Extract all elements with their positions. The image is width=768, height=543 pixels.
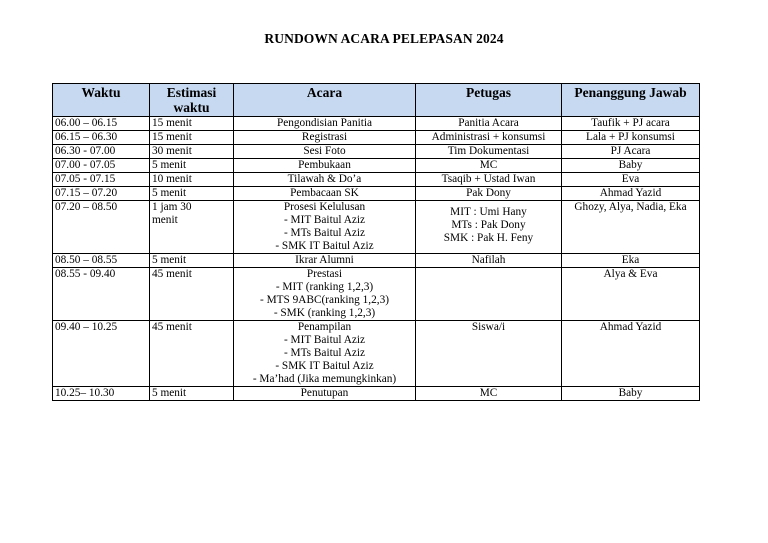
cell-waktu: 09.40 – 10.25 xyxy=(53,321,150,387)
cell-pj: Ghozy, Alya, Nadia, Eka xyxy=(562,201,700,254)
table-row xyxy=(53,187,700,201)
cell-waktu: 07.20 – 08.50 xyxy=(53,201,150,254)
table-row xyxy=(53,159,700,173)
cell-acara: Penutupan xyxy=(234,387,416,401)
cell-estimasi: 10 menit xyxy=(150,173,234,187)
document-title: RUNDOWN ACARA PELEPASAN 2024 xyxy=(264,31,504,46)
cell-estimasi: 5 menit xyxy=(150,387,234,401)
cell-waktu: 06.15 – 06.30 xyxy=(53,131,150,145)
cell-petugas xyxy=(416,268,562,321)
cell-pj: Baby xyxy=(562,159,700,173)
cell-petugas: Tim Dokumentasi xyxy=(416,145,562,159)
cell-petugas: Panitia Acara xyxy=(416,117,562,131)
cell-pj: Taufik + PJ acara xyxy=(562,117,700,131)
cell-waktu: 10.25– 10.30 xyxy=(53,387,150,401)
rundown-table xyxy=(52,83,700,401)
cell-acara: Prosesi Kelulusan - MIT Baitul Aziz - MTs Baitul Aziz - SMK IT Baitul Aziz xyxy=(234,201,416,254)
table-row xyxy=(53,173,700,187)
header-row xyxy=(53,84,700,117)
cell-petugas: MIT : Umi Hany MTs : Pak Dony SMK : Pak H. Feny xyxy=(416,201,562,254)
cell-petugas: Tsaqib + Ustad Iwan xyxy=(416,173,562,187)
table-row xyxy=(53,145,700,159)
cell-pj: Eva xyxy=(562,173,700,187)
cell-estimasi: 5 menit xyxy=(150,159,234,173)
table-row xyxy=(53,117,700,131)
table-row xyxy=(53,387,700,401)
cell-estimasi: 5 menit xyxy=(150,254,234,268)
cell-acara: Pengondisian Panitia xyxy=(234,117,416,131)
cell-acara: Prestasi - MIT (ranking 1,2,3) - MTS 9ABC(ranking 1,2,3) - SMK (ranking 1,2,3) xyxy=(234,268,416,321)
cell-acara: Sesi Foto xyxy=(234,145,416,159)
cell-acara: Registrasi xyxy=(234,131,416,145)
cell-waktu: 06.30 - 07.00 xyxy=(53,145,150,159)
cell-petugas: Pak Dony xyxy=(416,187,562,201)
cell-acara: Pembukaan xyxy=(234,159,416,173)
cell-petugas: MC xyxy=(416,159,562,173)
cell-acara: Penampilan - MIT Baitul Aziz - MTs Baitul Aziz - SMK IT Baitul Aziz - Ma’had (Jika memungkinkan) xyxy=(234,321,416,387)
table-row xyxy=(53,131,700,145)
cell-petugas: MC xyxy=(416,387,562,401)
cell-waktu: 07.00 - 07.05 xyxy=(53,159,150,173)
cell-acara: Ikrar Alumni xyxy=(234,254,416,268)
cell-pj: Lala + PJ konsumsi xyxy=(562,131,700,145)
cell-pj: Eka xyxy=(562,254,700,268)
cell-estimasi: 1 jam 30 menit xyxy=(150,201,234,254)
header-petugas: Petugas xyxy=(416,84,562,117)
cell-waktu: 08.55 - 09.40 xyxy=(53,268,150,321)
header-estimasi: Estimasi waktu xyxy=(150,84,234,117)
table-row xyxy=(53,321,700,387)
cell-estimasi: 30 menit xyxy=(150,145,234,159)
table-row xyxy=(53,254,700,268)
cell-waktu: 06.00 – 06.15 xyxy=(53,117,150,131)
table-row xyxy=(53,268,700,321)
cell-waktu: 08.50 – 08.55 xyxy=(53,254,150,268)
cell-estimasi: 45 menit xyxy=(150,321,234,387)
header-waktu: Waktu xyxy=(53,84,150,117)
cell-pj: Ahmad Yazid xyxy=(562,321,700,387)
cell-pj: Ahmad Yazid xyxy=(562,187,700,201)
header-pj: Penanggung Jawab xyxy=(562,84,700,117)
cell-waktu: 07.05 - 07.15 xyxy=(53,173,150,187)
cell-pj: Alya & Eva xyxy=(562,268,700,321)
cell-waktu: 07.15 – 07.20 xyxy=(53,187,150,201)
cell-estimasi: 5 menit xyxy=(150,187,234,201)
cell-petugas: Nafilah xyxy=(416,254,562,268)
cell-estimasi: 15 menit xyxy=(150,131,234,145)
cell-acara: Tilawah & Do’a xyxy=(234,173,416,187)
cell-petugas: Siswa/i xyxy=(416,321,562,387)
cell-acara: Pembacaan SK xyxy=(234,187,416,201)
cell-estimasi: 45 menit xyxy=(150,268,234,321)
cell-estimasi: 15 menit xyxy=(150,117,234,131)
table-row xyxy=(53,201,700,254)
cell-pj: Baby xyxy=(562,387,700,401)
header-acara: Acara xyxy=(234,84,416,117)
cell-petugas: Administrasi + konsumsi xyxy=(416,131,562,145)
cell-pj: PJ Acara xyxy=(562,145,700,159)
